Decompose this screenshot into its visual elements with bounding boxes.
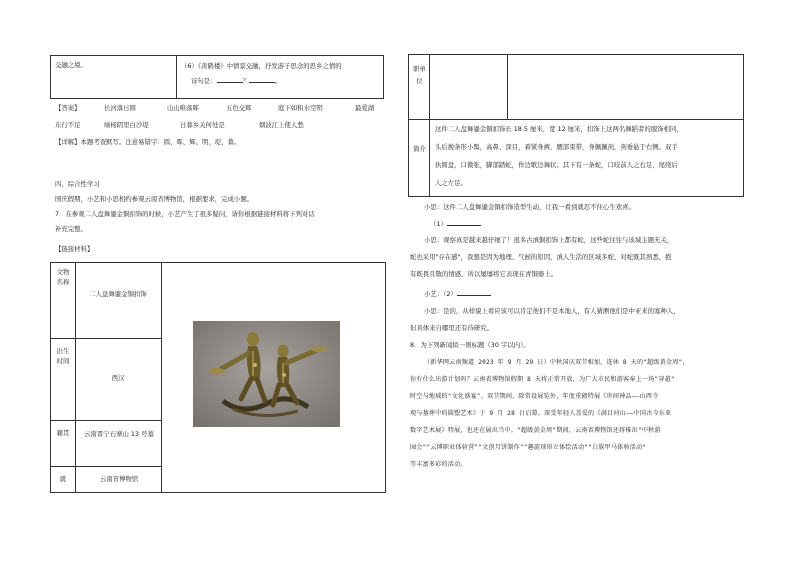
artifact-photo <box>193 321 340 427</box>
news-line: 时空与地域的"文化盛宴"。双节期间，除常设展览外，年度重磅特展《世间神品——山西寺 <box>410 393 659 400</box>
answer-item: 长河落日圆 <box>104 104 136 112</box>
poem-question-line2 <box>191 76 281 87</box>
answer-item: 最爱湖 <box>355 104 375 112</box>
dialogue-5-line: 但具体来自哪里还有待研究。 <box>410 324 494 332</box>
answer-label: 【答案】 <box>55 104 81 112</box>
table-divider <box>507 55 508 119</box>
poem-question-line1: （6）《黄鹤楼》中情景交融，抒发游子思念的思乡之情的 <box>181 62 342 70</box>
dialogue-3-line: 小思：观察真是越来越仔细了！很多古滇铜扣饰上都有蛇，这些蛇往往与该域主题无关， <box>424 236 674 244</box>
intro-line: 人之左足。 <box>435 179 467 187</box>
answer-item: 东行不足 <box>55 121 81 129</box>
question-7-line1: 7．在参观二人盘舞鎏金铜扣饰的时候，小艺产生了很多疑问，请你根据链接材料将下列对话 <box>55 210 315 218</box>
poem-question-end: 。 <box>274 77 282 85</box>
answer-item: 绿杨阴里白沙堤 <box>104 121 149 129</box>
answer-item: 烟波江上使人愁 <box>259 121 304 129</box>
dialogue-3-line: 蛇也采用"存在感"，我想是因为地理、气候的原因，滇人生活的区域多蛇，对蛇既其熟悉，抱 <box>410 253 672 261</box>
intro-line: 头后挽条形小髻，高鼻、深目，着紧身裤，腰部束带，身佩佩剑，剑垂悬于右侧。双手 <box>435 143 678 151</box>
section-title: 四、综合性学习 <box>55 180 100 188</box>
news-line: 你有什么出游计划吗？云南省博物馆假期 8 天将正常开放，为广大市民和游客奉上一场"穿越" <box>410 376 675 383</box>
table-divider <box>75 263 76 493</box>
poem-question-prefix: 诗句是： <box>191 77 217 85</box>
top-table-divider <box>176 56 177 99</box>
row-label-unit: 职单位 <box>413 65 426 86</box>
poem-question-mid: ？ <box>242 77 249 85</box>
blank-1-label: （1） <box>430 220 447 228</box>
intro-line: 这件二人盘舞鎏金铜扣饰长 18.5 厘米，宽 12 厘米，扣饰上这两名舞蹈者的服饰相同， <box>435 125 683 133</box>
answer-item: 山山唯落晖 <box>167 104 199 112</box>
dialogue-4 <box>424 289 491 300</box>
origin-value: 云南晋宁石寨山 13 号墓 <box>84 430 154 438</box>
location-value: 云南省博物馆 <box>99 475 139 483</box>
table-divider <box>51 338 161 339</box>
row-label-intro: 简介 <box>413 145 426 153</box>
artifact-name-value: 二人盘舞鎏金铜扣饰 <box>89 290 147 298</box>
top-table <box>50 55 384 99</box>
news-line: 观与墓葬中的圆塑艺术》于 9 月 28 日启幕。深受年轻人喜爱的《满目河山——中国古今东亚 <box>410 410 672 417</box>
answer-blank[interactable] <box>249 76 275 83</box>
news-line: 园会""云博职业体验营""文创月饼制作""趣旋球形立体绘活动""白族甲马体验活动" <box>410 444 647 451</box>
news-line: 数字艺术展》特展，也还在展出当中。"超级黄金周"期间，云南省博物馆还将推出"中秋游 <box>410 427 661 434</box>
answer-item: 五色交辉 <box>226 104 252 112</box>
row-label-origin: 籍贯 <box>56 429 70 437</box>
question-7-line2: 补充完整。 <box>55 225 87 233</box>
right-info-table <box>408 54 744 197</box>
dialogue-5-line: 小思：是的，从样貌上看应该可以肯定他们不是本地人，有人猜测他们是中亚来的塞种人， <box>424 307 680 315</box>
news-line: 等丰富多彩的活动。 <box>410 461 467 468</box>
row-label-location: 就 <box>59 475 67 483</box>
birth-time-value: 西汉 <box>111 374 125 382</box>
top-table-left-cell: 交融之境。 <box>55 61 87 69</box>
dialogue-3-line: 有既畏且敬的情感，所以屡屡将它表现在青铜器上。 <box>410 270 557 278</box>
intro-text: 国庆假期，小艺和小思相约参观云南省博物馆，根据要求，完成小题。 <box>55 195 254 203</box>
row-label-artifact-name: 文物名称 <box>56 268 70 286</box>
answer-item: 庭下如积水空明 <box>278 104 323 112</box>
bronze-dancers-image <box>193 321 340 427</box>
intro-line: 执圆盘，口微张，脚部踏蛇，作边歌边舞状；其下有一条蛇，口咬前人之右足，尾绕后 <box>435 161 678 169</box>
question-8: 8．为下列新闻拟一则标题（30 字以内）。 <box>410 341 530 349</box>
blank-2-label: 小艺：（2） <box>424 290 457 298</box>
dialogue-2 <box>430 219 481 230</box>
table-divider <box>51 466 161 467</box>
dialogue-1: 小思：这件二人盘舞鎏金铜扣饰造型生动，让我一看到就忍不住心生欢喜。 <box>424 203 635 211</box>
row-label-birth-time: 出生时间 <box>56 347 70 365</box>
answer-blank-2[interactable] <box>457 289 491 296</box>
link-material-label: 【链接材料】 <box>55 245 94 253</box>
answer-blank-1[interactable] <box>447 219 481 226</box>
table-divider <box>409 119 744 120</box>
answer-item: 日暮乡关何处是 <box>180 121 225 129</box>
answer-blank[interactable] <box>217 76 243 83</box>
table-divider <box>161 263 162 493</box>
table-divider <box>51 420 161 421</box>
table-divider <box>429 55 430 197</box>
detail-explanation: 【详解】本题考查默写。注意易错字：圆、晖、辉、明、堤、暮。 <box>55 138 241 146</box>
news-line: （新华网云南频道 2023 年 9 月 29 日）中秋国庆双节相加，连休 8 天的"超级黄金周"， <box>424 359 689 366</box>
